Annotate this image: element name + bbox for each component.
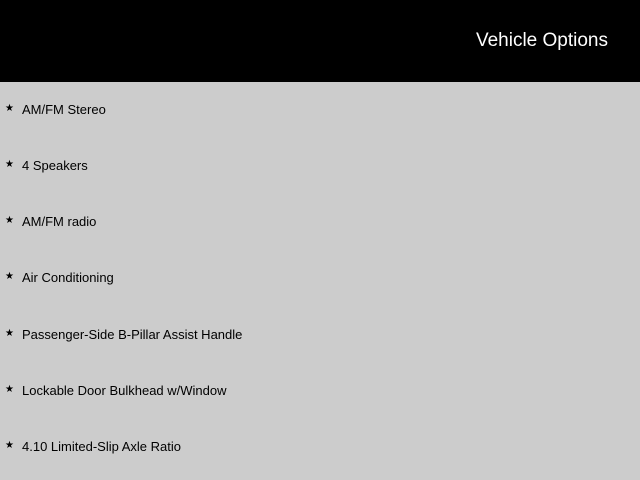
list-item [0, 326, 640, 346]
option-label: 4.10 Limited-Slip Axle Ratio [22, 439, 181, 454]
star-icon: ★ [5, 159, 14, 170]
header-bar [0, 0, 640, 82]
option-label: AM/FM Stereo [22, 102, 106, 117]
option-label: AM/FM radio [22, 214, 97, 229]
star-icon: ★ [5, 384, 14, 395]
list-item [0, 438, 640, 458]
option-label: 4 Speakers [22, 158, 88, 173]
option-label: Air Conditioning [22, 270, 114, 285]
list-item [0, 382, 640, 402]
star-icon: ★ [5, 103, 14, 114]
star-icon: ★ [5, 215, 14, 226]
option-label: Passenger-Side B-Pillar Assist Handle [22, 327, 243, 342]
list-item [0, 213, 640, 233]
star-icon: ★ [5, 440, 14, 451]
page-title: Vehicle Options [475, 30, 608, 51]
list-item [0, 269, 640, 289]
star-icon: ★ [5, 271, 14, 282]
list-item [0, 157, 640, 177]
list-item [0, 101, 640, 121]
star-icon: ★ [5, 328, 14, 339]
vehicle-options-list [0, 82, 640, 480]
option-label: Lockable Door Bulkhead w/Window [22, 383, 227, 398]
